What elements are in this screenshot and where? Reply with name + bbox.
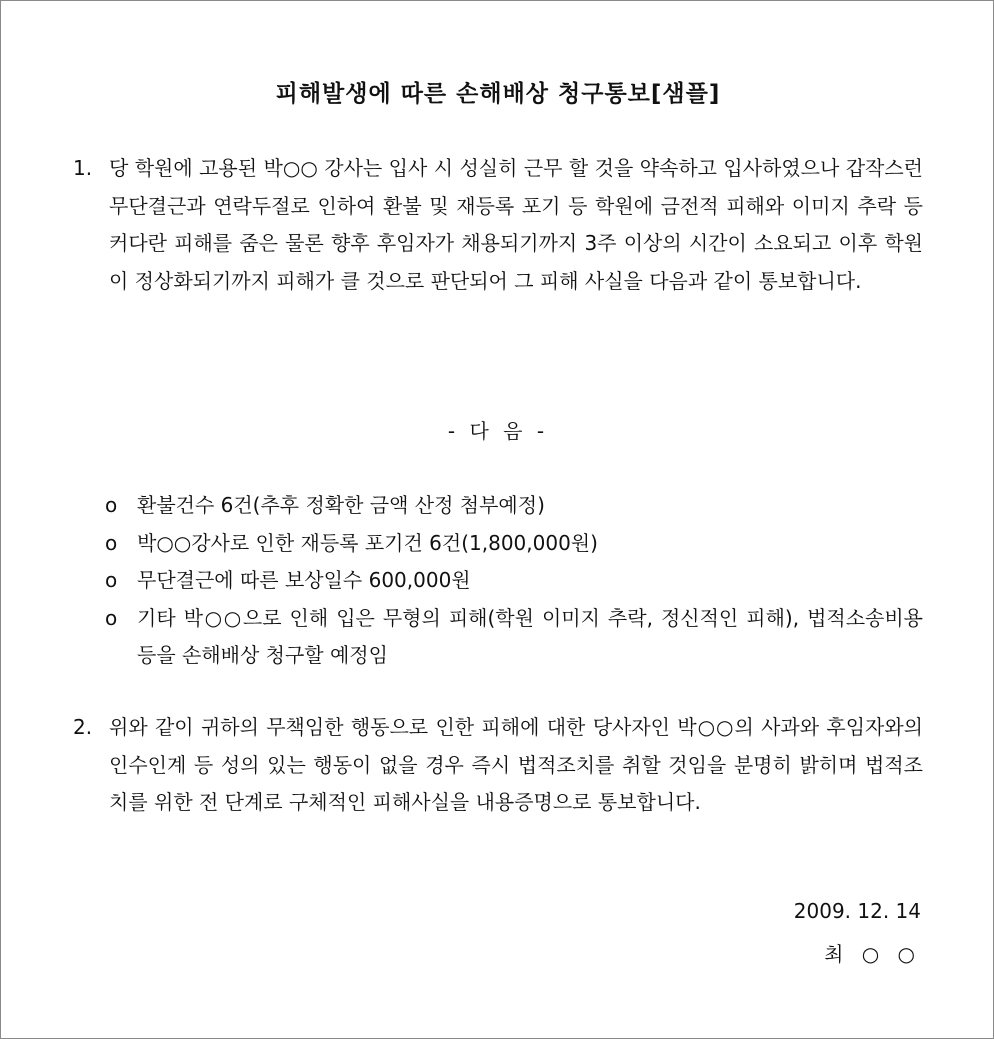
document-date: 2009. 12. 14 <box>793 899 921 923</box>
paragraph-1 <box>73 150 923 300</box>
paragraph-2-text: 위와 같이 귀하의 무책임한 행동으로 인한 피해에 대한 당사자인 박○○의 사과와 후임자와의 인수인계 등 성의 있는 행동이 없을 경우 즉시 법적조치를 취할 것임을 분명히 밝히며 법적조치를 위한 전 단계로 구체적인 피해사실을 내용증명으로 통보합니다. <box>109 715 923 815</box>
document-title: 피해발생에 따른 손해배상 청구통보[샘플] <box>275 81 721 107</box>
list-item-text: 환불건수 6건(추후 정확한 금액 산정 첨부예정) <box>137 493 545 517</box>
list-item <box>105 600 923 675</box>
section-heading: - 다 음 - <box>447 419 549 443</box>
paragraph-1-number: 1. <box>73 156 93 180</box>
list-bullet: o <box>105 530 118 555</box>
paragraph-1-text: 당 학원에 고용된 박○○ 강사는 입사 시 성실히 근무 할 것을 약속하고 입사하였으나 갑작스런 무단결근과 연락두절로 인하여 환불 및 재등록 포기 등 학원에 금전적 피해와 이미지 추락 등 커다란 피해를 줌은 물론 향후 후임자가 채용되기까지 3주 이상의 시간이 소요되고 이후 학원이 정상화되기까지 피해가 클 것으로 판단되어 그 피해 사실을 다음과 같이 통보합니다. <box>109 156 923 293</box>
list-bullet: o <box>105 605 118 630</box>
list-bullet: o <box>105 493 118 517</box>
list-item-text: 기타 박○○으로 인해 입은 무형의 피해(학원 이미지 추락, 정신적인 피해), 법적소송비용 등을 손해배상 청구할 예정임 <box>137 605 923 668</box>
list-bullet: o <box>105 568 118 593</box>
list-item <box>105 562 923 600</box>
paragraph-2-number: 2. <box>73 715 93 739</box>
paragraph-2 <box>73 709 923 822</box>
list-item-text: 무단결근에 따른 보상일수 600,000원 <box>137 568 471 593</box>
signer-name: 최 ○ ○ <box>824 942 921 966</box>
list-item <box>105 525 923 563</box>
list-item <box>105 487 923 525</box>
list-item-text: 박○○강사로 인한 재등록 포기건 6건(1,800,000원) <box>137 530 598 555</box>
damage-list <box>105 487 923 675</box>
